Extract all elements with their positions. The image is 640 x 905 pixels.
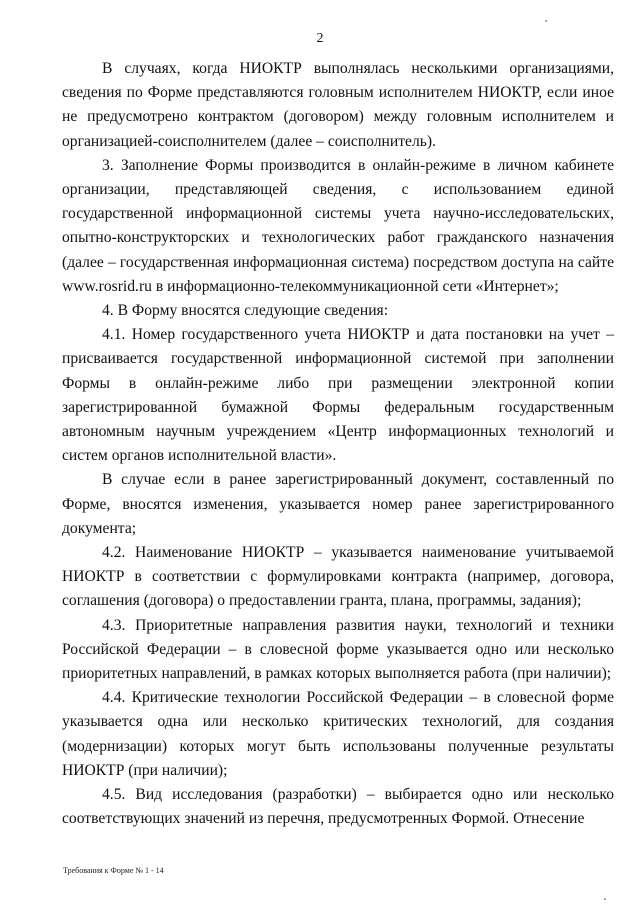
scan-speck [545,20,547,22]
paragraph-4-1-registration-number: 4.1. Номер государственного учета НИОКТР и дата постановки на учет – присваивается государственной информационной системой при заполнении Формы в онлайн-режиме либо при размещении электронной копии зарегистрированной бумажной Формы федеральным государственным автономным научным учреждением «Центр информационных технологий и систем органов исполнительной власти». [62,326,614,465]
document-body [62,57,614,832]
paragraph-4-4-critical-technologies: 4.4. Критические технологии Российской Федерации – в словесной форме указывается одна или несколько критических технологий, для создания (модернизации) которых могут быть использованы полученные результаты НИОКТР (при наличии); [62,689,614,779]
paragraph-4-2-title: 4.2. Наименование НИОКТР – указывается наименование учитываемой НИОКТР в соответствии с формулировками контракта (например, договора, соглашения (договора) о предоставлении гранта, плана, программы, задания); [62,544,614,610]
paragraph-4-5-research-type: 4.5. Вид исследования (разработки) – выбирается одно или несколько соответствующих значений из перечня, предусмотренных Формой. Отнесение [62,786,614,828]
scan-speck [604,898,606,900]
page-footer: Требования к Форме № 1 - 14 [63,866,164,875]
paragraph-4-3-priority-directions: 4.3. Приоритетные направления развития науки, технологий и техники Российской Федерации – в словесной форме указывается одно или несколько приоритетных направлений, в рамках которых выполняется работа (при наличии); [62,616,614,683]
paragraph-3-online-filling: 3. Заполнение Формы производится в онлайн-режиме в личном кабинете организации, представляющей сведения, с использованием единой государственной информационной системы учета научно-исследовательских, опытно-конструкторских и технологических работ гражданского назначения (далее – государственная информационная система) посредством доступа на сайте www.rosrid.ru в информационно-телекоммуникационной сети «Интернет»; [62,156,614,295]
paragraph-4-1-changes: В случае если в ранее зарегистрированный документ, составленный по Форме, вносятся изменения, указывается номер ранее зарегистрированного документа; [62,471,614,537]
paragraph-4-intro: 4. В Форму вносятся следующие сведения: [102,302,389,320]
paragraph-coexecutors: В случаях, когда НИОКТР выполнялась несколькими организациями, сведения по Форме представляются головным исполнителем НИОКТР, если иное не предусмотрено контрактом (договором) между головным исполнителем и организацией-соисполнителем (далее – соисполнитель). [62,60,614,150]
page-number: 2 [316,31,324,46]
